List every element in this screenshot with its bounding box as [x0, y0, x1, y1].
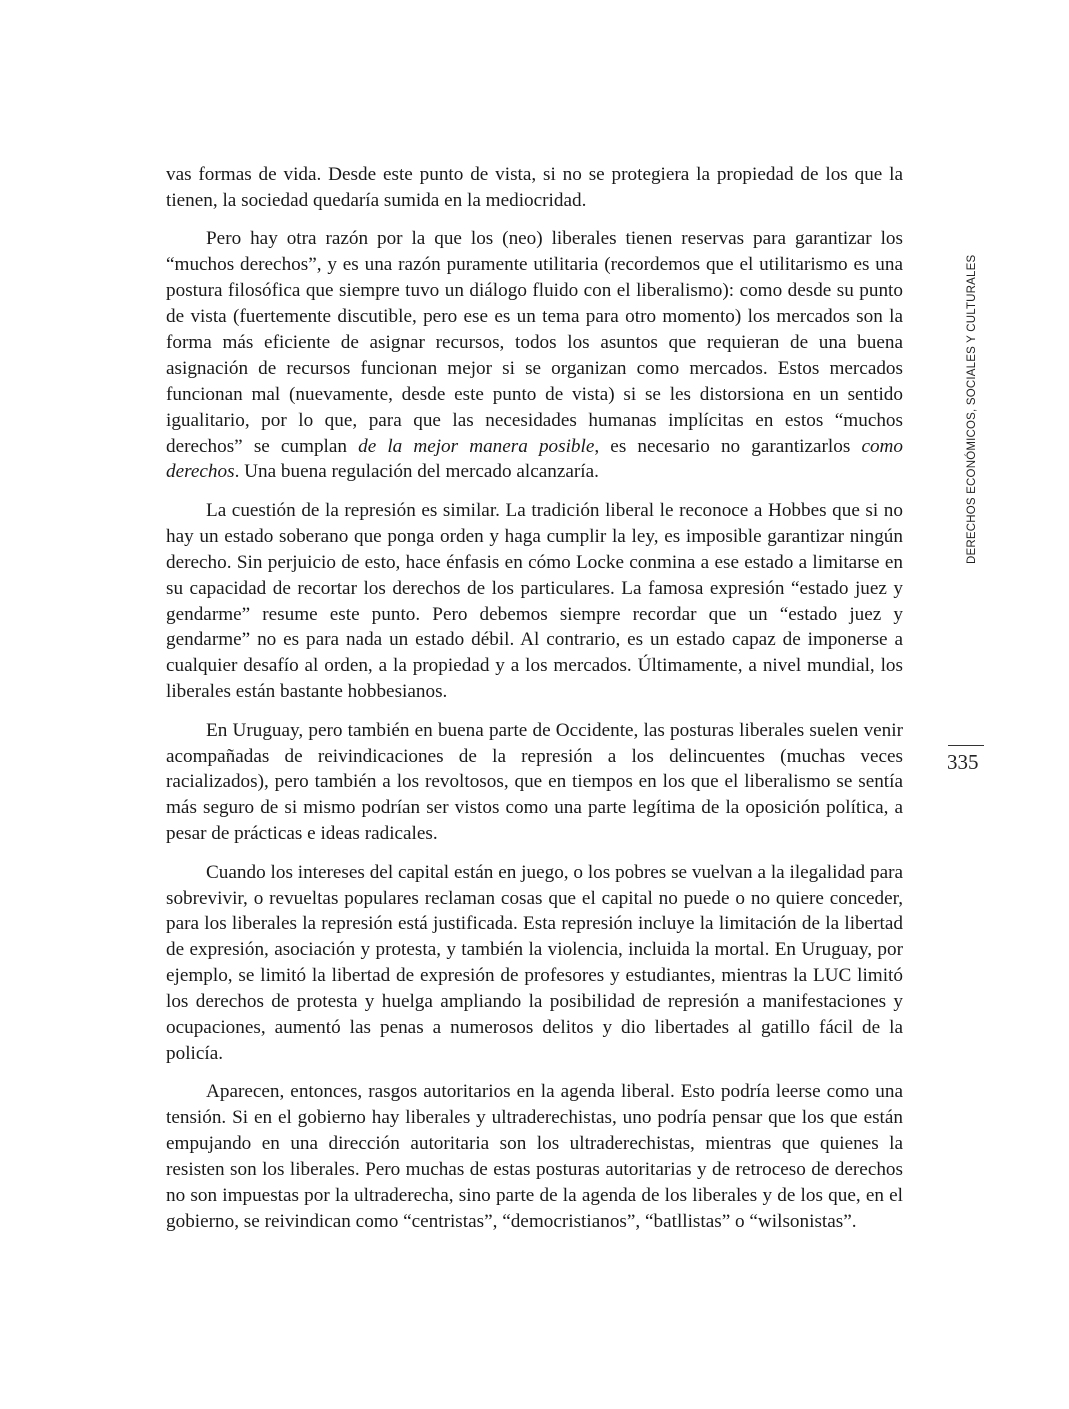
paragraph-5: Cuando los intereses del capital están en juego, o los pobres se vuelvan a la ilegalidad para sobrevivir, o revueltas populares reclaman cosas que el capital no puede o no quiere conceder, para los liberales la represión está justificada. Esta represión incluye la limitación de la libertad de expresión, asociación y protesta, y también la violencia, incluida la mortal. En Uruguay, por ejemplo, se limitó la libertad de expresión de profesores y estudiantes, mientras la LUC limitó los derechos de protesta y huelga ampliando la posibilidad de represión a manifestaciones y ocupaciones, aumentó las penas a numerosos delitos y dio libertades al gatillo fácil de la policía.: [166, 861, 903, 1064]
running-head: [966, 248, 982, 568]
page-number: 335: [947, 750, 979, 774]
paragraph-2-text-e: . Una buena regulación del mercado alcanzaría.: [234, 461, 599, 483]
paragraph-2: [166, 226, 903, 485]
paragraph-2-text-c: , es necesario no garantizarlos: [594, 435, 862, 457]
paragraph-6: Aparecen, entonces, rasgos autoritarios en la agenda liberal. Esto podría leerse como una tensión. Si en el gobierno hay liberales y ultraderechistas, uno podría pensar que los que están empujando en una dirección autoritaria son los ultraderechistas, mientras que quienes la resisten son los liberales. Pero muchas de estas posturas autoritarias y de retroceso de derechos no son impuestas por la ultraderecha, sino parte de la agenda de los liberales y de los que, en el gobierno, se reivindican como “centristas”, “democristianos”, “batllistas” o “wilsonistas”.: [166, 1081, 903, 1232]
paragraph-3: La cuestión de la represión es similar. La tradición liberal le reconoce a Hobbes que si no hay un estado soberano que ponga orden y haga cumplir la ley, es imposible garantizar ningún derecho. Sin perjuicio de esto, hace énfasis en cómo Locke conmina a ese estado a limitarse en su capacidad de recortar los derechos de los particulares. La famosa expresión “estado juez y gendarme” resume este punto. Pero debemos siempre recordar que un “estado juez y gendarme” no es para nada un estado débil. Al contrario, es un estado capaz de imponerse a cualquier desafío al orden, a la propiedad y a los mercados. Últimamente, a nivel mundial, los liberales están bastante hobbesianos.: [166, 499, 903, 703]
paragraph-4: En Uruguay, pero también en buena parte de Occidente, las posturas liberales suelen venir acompañadas de reivindicaciones de la represión a los delincuentes (muchas veces racializados), pero también a los revoltosos, que en tiempos en los que el liberalismo se sentía más seguro de si mismo podrían ser vistos como una parte legítima de la oposición política, a pesar de prácticas e ideas radicales.: [166, 719, 903, 845]
paragraph-2-text-a: Pero hay otra razón por la que los (neo) liberales tienen reservas para garantizar los “muchos derechos”, y es una razón puramente utilitaria (recordemos que el utilitarismo es una postura filosófica que siempre tuvo un diálogo fluido con el liberalismo): como desde su punto de vista (fuertemente discutible, pero ese es un tema para otro momento) los mercados son la forma más eficiente de asignar recursos, todos los asuntos que requieran de una buena asignación de recursos funcionan mejor si se organizan como mercados. Estos mercados funcionan mal (nuevamente, desde este punto de vista) si se les distorsiona en un sentido igualitario, por lo que, para que las necesidades humanas implícitas en estos “muchos derechos” se cumplan: [166, 228, 903, 457]
paragraph-2-italic-d: como derechos: [166, 435, 903, 483]
page-number-rule: [948, 745, 984, 746]
paragraph-1: vas formas de vida. Desde este punto de vista, si no se protegiera la propiedad de los que la tienen, la sociedad quedaría sumida en la mediocridad.: [166, 164, 903, 211]
running-head-text: DERECHOS ECONÓMICOS, SOCIALES Y CULTURALES: [966, 254, 978, 564]
paragraph-2-italic-b: de la mejor manera posible: [358, 435, 595, 457]
body-text: [166, 162, 903, 1247]
